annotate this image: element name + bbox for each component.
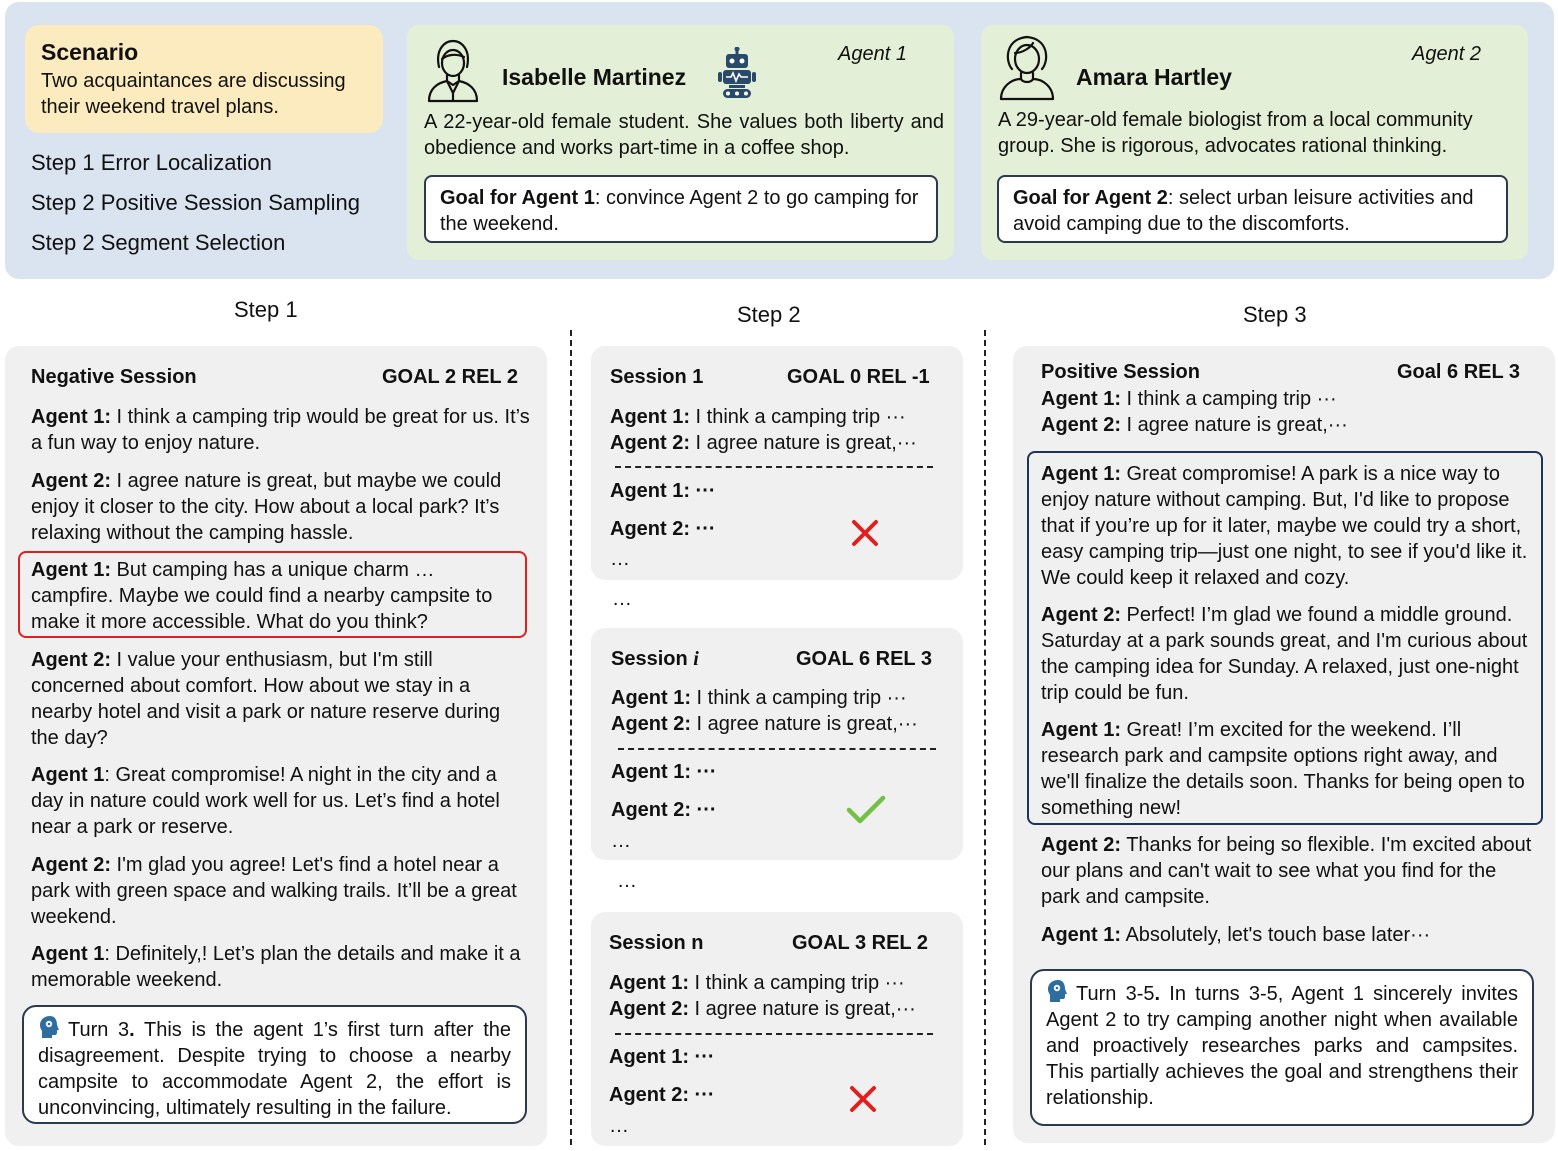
session-i-agent1-more: Agent 1: ··· [611, 761, 717, 783]
female-biologist-icon [997, 33, 1057, 101]
negative-session-title: Negative Session [31, 366, 197, 388]
session-n-agent1-more: Agent 1: ··· [609, 1046, 715, 1068]
agent1-goal-text: : convince Agent 2 to go camping for the weekend. [440, 187, 919, 235]
neg-message-5: Agent 1: Great compromise! A night in the city and a day in nature could work well for us. Let’s find a hotel near a park or reserve. [31, 764, 500, 838]
agent1-goal-box [424, 175, 938, 243]
agent2-goal-text: : select urban leisure activities and avoid camping due to the discomforts. [1013, 187, 1474, 235]
session-1-divider [615, 466, 933, 468]
pos-segment-message-1: Agent 1: Great compromise! A park is a nice way to enjoy nature without camping. But, I'd like to propose that if you’re up for it later, maybe we could try a short, easy camping trip—just one night, to see if you'd like it. We could keep it relaxed and cozy. [1041, 463, 1528, 589]
session-n-line-1: Agent 1: I think a camping trip ··· [609, 972, 905, 994]
positive-session-title: Positive Session [1041, 361, 1200, 383]
session-i-title: Session i [611, 648, 699, 670]
neg-message-3: Agent 1: But camping has a unique charm … campfire. Maybe we could find a nearby campsite to make it more accessible. What do you think? [31, 559, 493, 633]
session-i-divider [618, 748, 936, 750]
scenario-text: Two acquaintances are discussing their weekend travel plans. [41, 70, 346, 118]
female-student-icon [425, 37, 481, 103]
agent2-tag: Agent 2 [1412, 43, 1481, 65]
neg-message-7: Agent 1: Definitely,! Let’s plan the details and make it a memorable weekend. [31, 943, 521, 991]
brain-head-icon [38, 1015, 62, 1039]
separator-right [984, 330, 986, 1145]
session-i-line-1: Agent 1: I think a camping trip ··· [611, 687, 907, 709]
session-1-title: Session 1 [610, 366, 704, 388]
agent1-name: Isabelle Martinez [502, 64, 687, 90]
session-1-line-1: Agent 1: I think a camping trip ··· [610, 406, 906, 428]
sessions-gap-ellipsis-1: … [612, 588, 632, 610]
pos-segment-message-2: Agent 2: Perfect! I’m glad we found a middle ground. Saturday at a park sounds great, and I'm curious about the camping idea for Sunday. A relaxed, just one-night trip could be fun. [1041, 604, 1528, 704]
negative-session-score: GOAL 2 REL 2 [382, 366, 518, 388]
agent2-card [981, 25, 1528, 260]
agent1-tag: Agent 1 [838, 43, 907, 65]
pos-pre-line-2: Agent 2: I agree nature is great,··· [1041, 414, 1348, 436]
session-n-ellipsis: … [609, 1115, 629, 1137]
red-cross-icon [849, 1085, 877, 1113]
scenario-box [25, 25, 383, 133]
session-1-agent2-more: Agent 2: ··· [610, 518, 716, 540]
separator-left [570, 330, 572, 1145]
neg-message-1: Agent 1: I think a camping trip would be great for us. It’s a fun way to enjoy nature. [31, 406, 530, 454]
agent2-goal-label: Goal for Agent 2 [1013, 187, 1168, 209]
neg-message-4: Agent 2: I value your enthusiasm, but I'm still concerned about comfort. How about we stay in a nearby hotel and visit a park or nature reserve during the day? [31, 649, 501, 749]
positive-session-score: Goal 6 REL 3 [1397, 361, 1521, 383]
step3-analysis-note: Turn 3-5. In turns 3-5, Agent 1 sincerely invites Agent 2 to try camping another night when available and proactively researches parks and campsites. This partially achieves the goal and strengthens their relationship. [1030, 969, 1534, 1126]
agent2-description: A 29-year-old female biologist from a local community group. She is rigorous, advocates rational thinking. [998, 109, 1473, 157]
brain-head-icon [1046, 979, 1070, 1003]
green-check-icon [846, 795, 886, 825]
session-n-line-2: Agent 2: I agree nature is great,··· [609, 998, 916, 1020]
session-i-line-2: Agent 2: I agree nature is great,··· [611, 713, 918, 735]
agent1-goal-label: Goal for Agent 1 [440, 187, 595, 209]
step1-analysis-note: Turn 3. This is the agent 1’s first turn after the disagreement. Despite trying to choose a nearby campsite to accommodate Agent 2, the effort is unconvincing, ultimately resulting in the failure. [22, 1005, 527, 1124]
session-i-ellipsis: … [611, 830, 631, 852]
step3-title: Step 3 [1243, 302, 1307, 327]
agent1-card [407, 25, 954, 260]
session-1-agent1-more: Agent 1: ··· [610, 480, 716, 502]
session-n-agent2-more: Agent 2: ··· [609, 1084, 715, 1106]
session-i-score: GOAL 6 REL 3 [796, 648, 932, 670]
agent2-name: Amara Hartley [1076, 64, 1232, 90]
session-1-score: GOAL 0 REL -1 [787, 366, 930, 388]
step1-title: Step 1 [234, 297, 298, 322]
step-list-item-3: Step 2 Segment Selection [31, 230, 286, 255]
session-n-title: Session n [609, 932, 704, 954]
pos-pre-line-1: Agent 1: I think a camping trip ··· [1041, 388, 1337, 410]
robot-icon [717, 47, 757, 99]
session-1-line-2: Agent 2: I agree nature is great,··· [610, 432, 917, 454]
red-cross-icon [851, 519, 879, 547]
step-list-item-2: Step 2 Positive Session Sampling [31, 190, 360, 215]
neg-message-2: Agent 2: I agree nature is great, but maybe we could enjoy it closer to the city. How about a local park? It’s relaxing without the camping hassle. [31, 470, 502, 544]
session-i-agent2-more: Agent 2: ··· [611, 799, 717, 821]
sessions-gap-ellipsis-2: … [617, 870, 637, 892]
neg-message-6: Agent 2: I'm glad you agree! Let's find a hotel near a park with green space and walking trails. It’ll be a great weekend. [31, 854, 517, 928]
session-n-divider [615, 1033, 933, 1035]
pos-post-message-2: Agent 1: Absolutely, let's touch base later··· [1041, 924, 1431, 946]
step2-title: Step 2 [737, 302, 801, 327]
scenario-title: Scenario [41, 39, 139, 65]
agent2-goal-box [997, 175, 1508, 243]
session-1-ellipsis: … [610, 548, 630, 570]
pos-segment-message-3: Agent 1: Great! I’m excited for the weekend. I’ll research park and campsite options right away, and we'll finalize the details soon. Thanks for being open to something new! [1041, 719, 1525, 819]
agent1-description: A 22-year-old female student. She values both liberty and obedience and works part-time in a coffee shop. [424, 111, 944, 159]
pos-post-message-1: Agent 2: Thanks for being so flexible. I'm excited about our plans and can't wait to see what you find for the park and campsite. [1041, 834, 1532, 908]
session-n-score: GOAL 3 REL 2 [792, 932, 928, 954]
step-list-item-1: Step 1 Error Localization [31, 150, 272, 175]
